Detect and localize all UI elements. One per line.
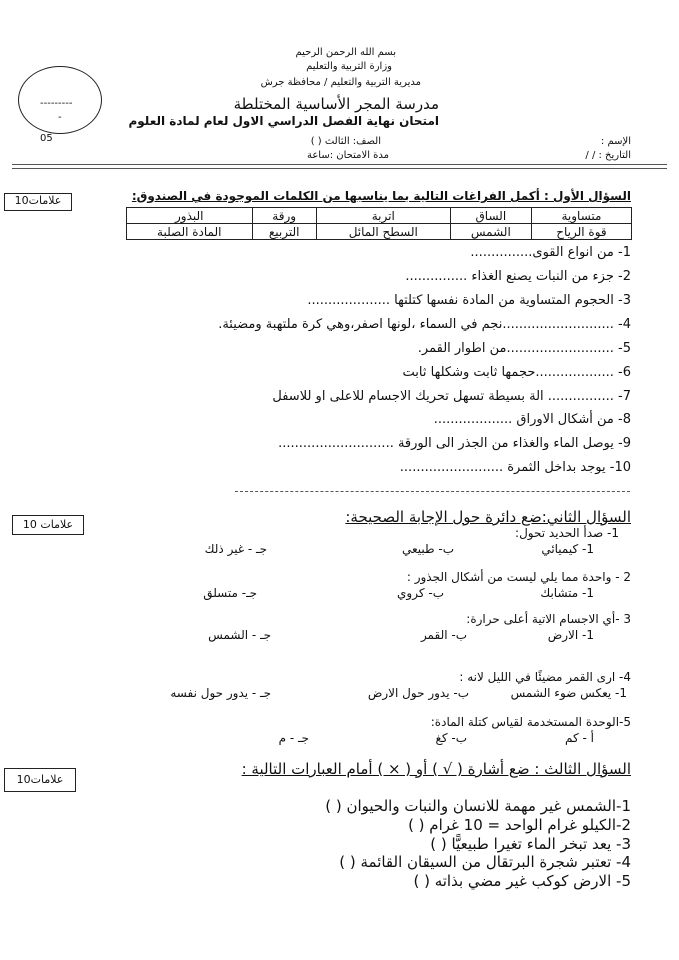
word-row <box>127 224 632 240</box>
word-cell: الساق <box>450 208 531 224</box>
fill-item-8: 8- من أشكال الاوراق ................... <box>433 412 631 427</box>
mcq-option-b: ب- كروي <box>397 586 444 600</box>
school-name: مدرسة المجر الأساسية المختلطة <box>233 95 439 113</box>
word-cell: البذور <box>127 208 253 224</box>
fill-item-3: 3- الحجوم المتساوية من المادة نفسها كتلتها .................... <box>307 293 631 308</box>
mcq-option-b: ب- يدور حول الارض <box>367 686 469 700</box>
directorate: مديرية التربية والتعليم / محافظة جرش <box>260 77 421 88</box>
fill-item-6: 6- ...................حجمها ثابت وشكلها ثابت <box>402 365 631 380</box>
mcq-option-b: ب- طبيعي <box>401 542 454 556</box>
mcq-question: 3 -أي الاجسام الاتية أعلى حرارة: <box>466 612 631 626</box>
section3-title: السؤال الثالث : ضع أشارة ( √ ) أو ( × ) أمام العبارات التالية : <box>241 760 631 778</box>
section3-marks: 10علامات <box>4 768 76 792</box>
fill-item-10: 10- يوجد بداخل الثمرة ......................... <box>399 460 631 475</box>
mcq-option-a: 1- يعكس ضوء الشمس <box>510 686 627 700</box>
mcq-question: 5-الوحدة المستخدمة لقياس كتلة المادة: <box>430 715 631 729</box>
fill-item-5: 5- ..........................من اطوار القمر. <box>417 341 631 356</box>
mcq-option-c: جـ - م <box>278 731 309 745</box>
mcq-option-c: جـ - يدور حول نفسه <box>170 686 271 700</box>
basmala: بسم الله الرحمن الرحيم <box>295 47 396 58</box>
tf-item-5: 5- الارض كوكب غير مضي بذاته ( ) <box>413 872 631 890</box>
mcq-option-c: جـ- متسلق <box>203 586 257 600</box>
word-cell: المادة الصلبة <box>127 224 253 240</box>
date-label: التاريخ : / / <box>585 150 631 161</box>
word-box <box>126 207 632 240</box>
section2-marks: 10 علامات <box>12 515 84 535</box>
mcq-question: 4- ارى القمر مضيئًا في الليل لانه : <box>459 670 631 684</box>
mcq-question: 2 - واحدة مما يلي ليست من أشكال الجذور : <box>406 570 631 584</box>
ministry: وزارة التربية والتعليم <box>306 61 392 72</box>
word-cell: الشمس <box>450 224 531 240</box>
name-label: الإسم : <box>600 136 631 147</box>
score-minus: - <box>58 112 62 123</box>
section1-title: السؤال الأول : أكمل الفراغات التالية بما يناسبها من الكلمات الموجودة في الصندوق: <box>131 189 631 203</box>
word-cell: السطح المائل <box>316 224 450 240</box>
mcq-option-b: ب- كغ <box>435 731 467 745</box>
word-row <box>127 208 632 224</box>
tf-item-4: 4- تعتبر شجرة البرتقال من السيقان القائمة ( ) <box>339 853 631 871</box>
mcq-option-a: أ - كم <box>565 731 594 745</box>
grade: الصف: الثالث ( ) <box>310 136 381 147</box>
tf-item-1: 1-الشمس غير مهمة للانسان والنبات والحيوان ( ) <box>325 797 631 815</box>
score-total: 05 <box>40 133 53 144</box>
mcq-question: 1- صدأ الحديد تحول: <box>515 526 619 540</box>
fill-item-2: 2- جزء من النبات يصنع الغذاء ............... <box>405 269 631 284</box>
word-cell: قوة الرياح <box>531 224 631 240</box>
fill-item-4: 4- ...........................نجم في السماء ،لونها اصفر،وهي كرة ملتهبة ومضيئة. <box>218 317 631 332</box>
mcq-option-c: جـ - الشمس <box>208 628 271 642</box>
mcq-option-c: جـ - غير ذلك <box>204 542 267 556</box>
word-cell: التربيع <box>252 224 316 240</box>
mcq-option-b: ب- القمر <box>420 628 467 642</box>
mcq-option-a: 1- كيميائي <box>541 542 594 556</box>
exam-title: امتحان نهاية الفصل الدراسي الاول لعام لمادة العلوم <box>128 114 439 128</box>
word-cell: اتربة <box>316 208 450 224</box>
section1-marks: 10علامات <box>4 193 72 211</box>
mcq-option-a: 1- متشابك <box>540 586 594 600</box>
fill-item-7: 7- ................ الة بسيطة تسهل تحريك الاجسام للاعلى او للاسفل <box>272 389 631 404</box>
mcq-option-a: 1- الارض <box>547 628 594 642</box>
section2-title: السؤال الثاني:ضع دائرة حول الإجابة الصحيحة: <box>345 508 631 526</box>
word-cell: متساوية <box>531 208 631 224</box>
header-divider <box>12 164 667 169</box>
duration-label: مدة الامتحان :ساعة <box>306 150 389 161</box>
fill-item-9: 9- يوصل الماء والغذاء من الجذر الى الورقة ............................ <box>278 436 631 451</box>
tf-item-2: 2-الكيلو غرام الواحد = 10 غرام ( ) <box>408 816 631 834</box>
word-cell: ورقة <box>252 208 316 224</box>
fill-item-1: 1- من انواع القوى............... <box>470 245 631 260</box>
section-divider <box>235 491 630 492</box>
score-dashes: --------- <box>40 98 73 109</box>
tf-item-3: 3- يعد تبخر الماء تغيرا طبيعيًّا ( ) <box>430 835 631 853</box>
